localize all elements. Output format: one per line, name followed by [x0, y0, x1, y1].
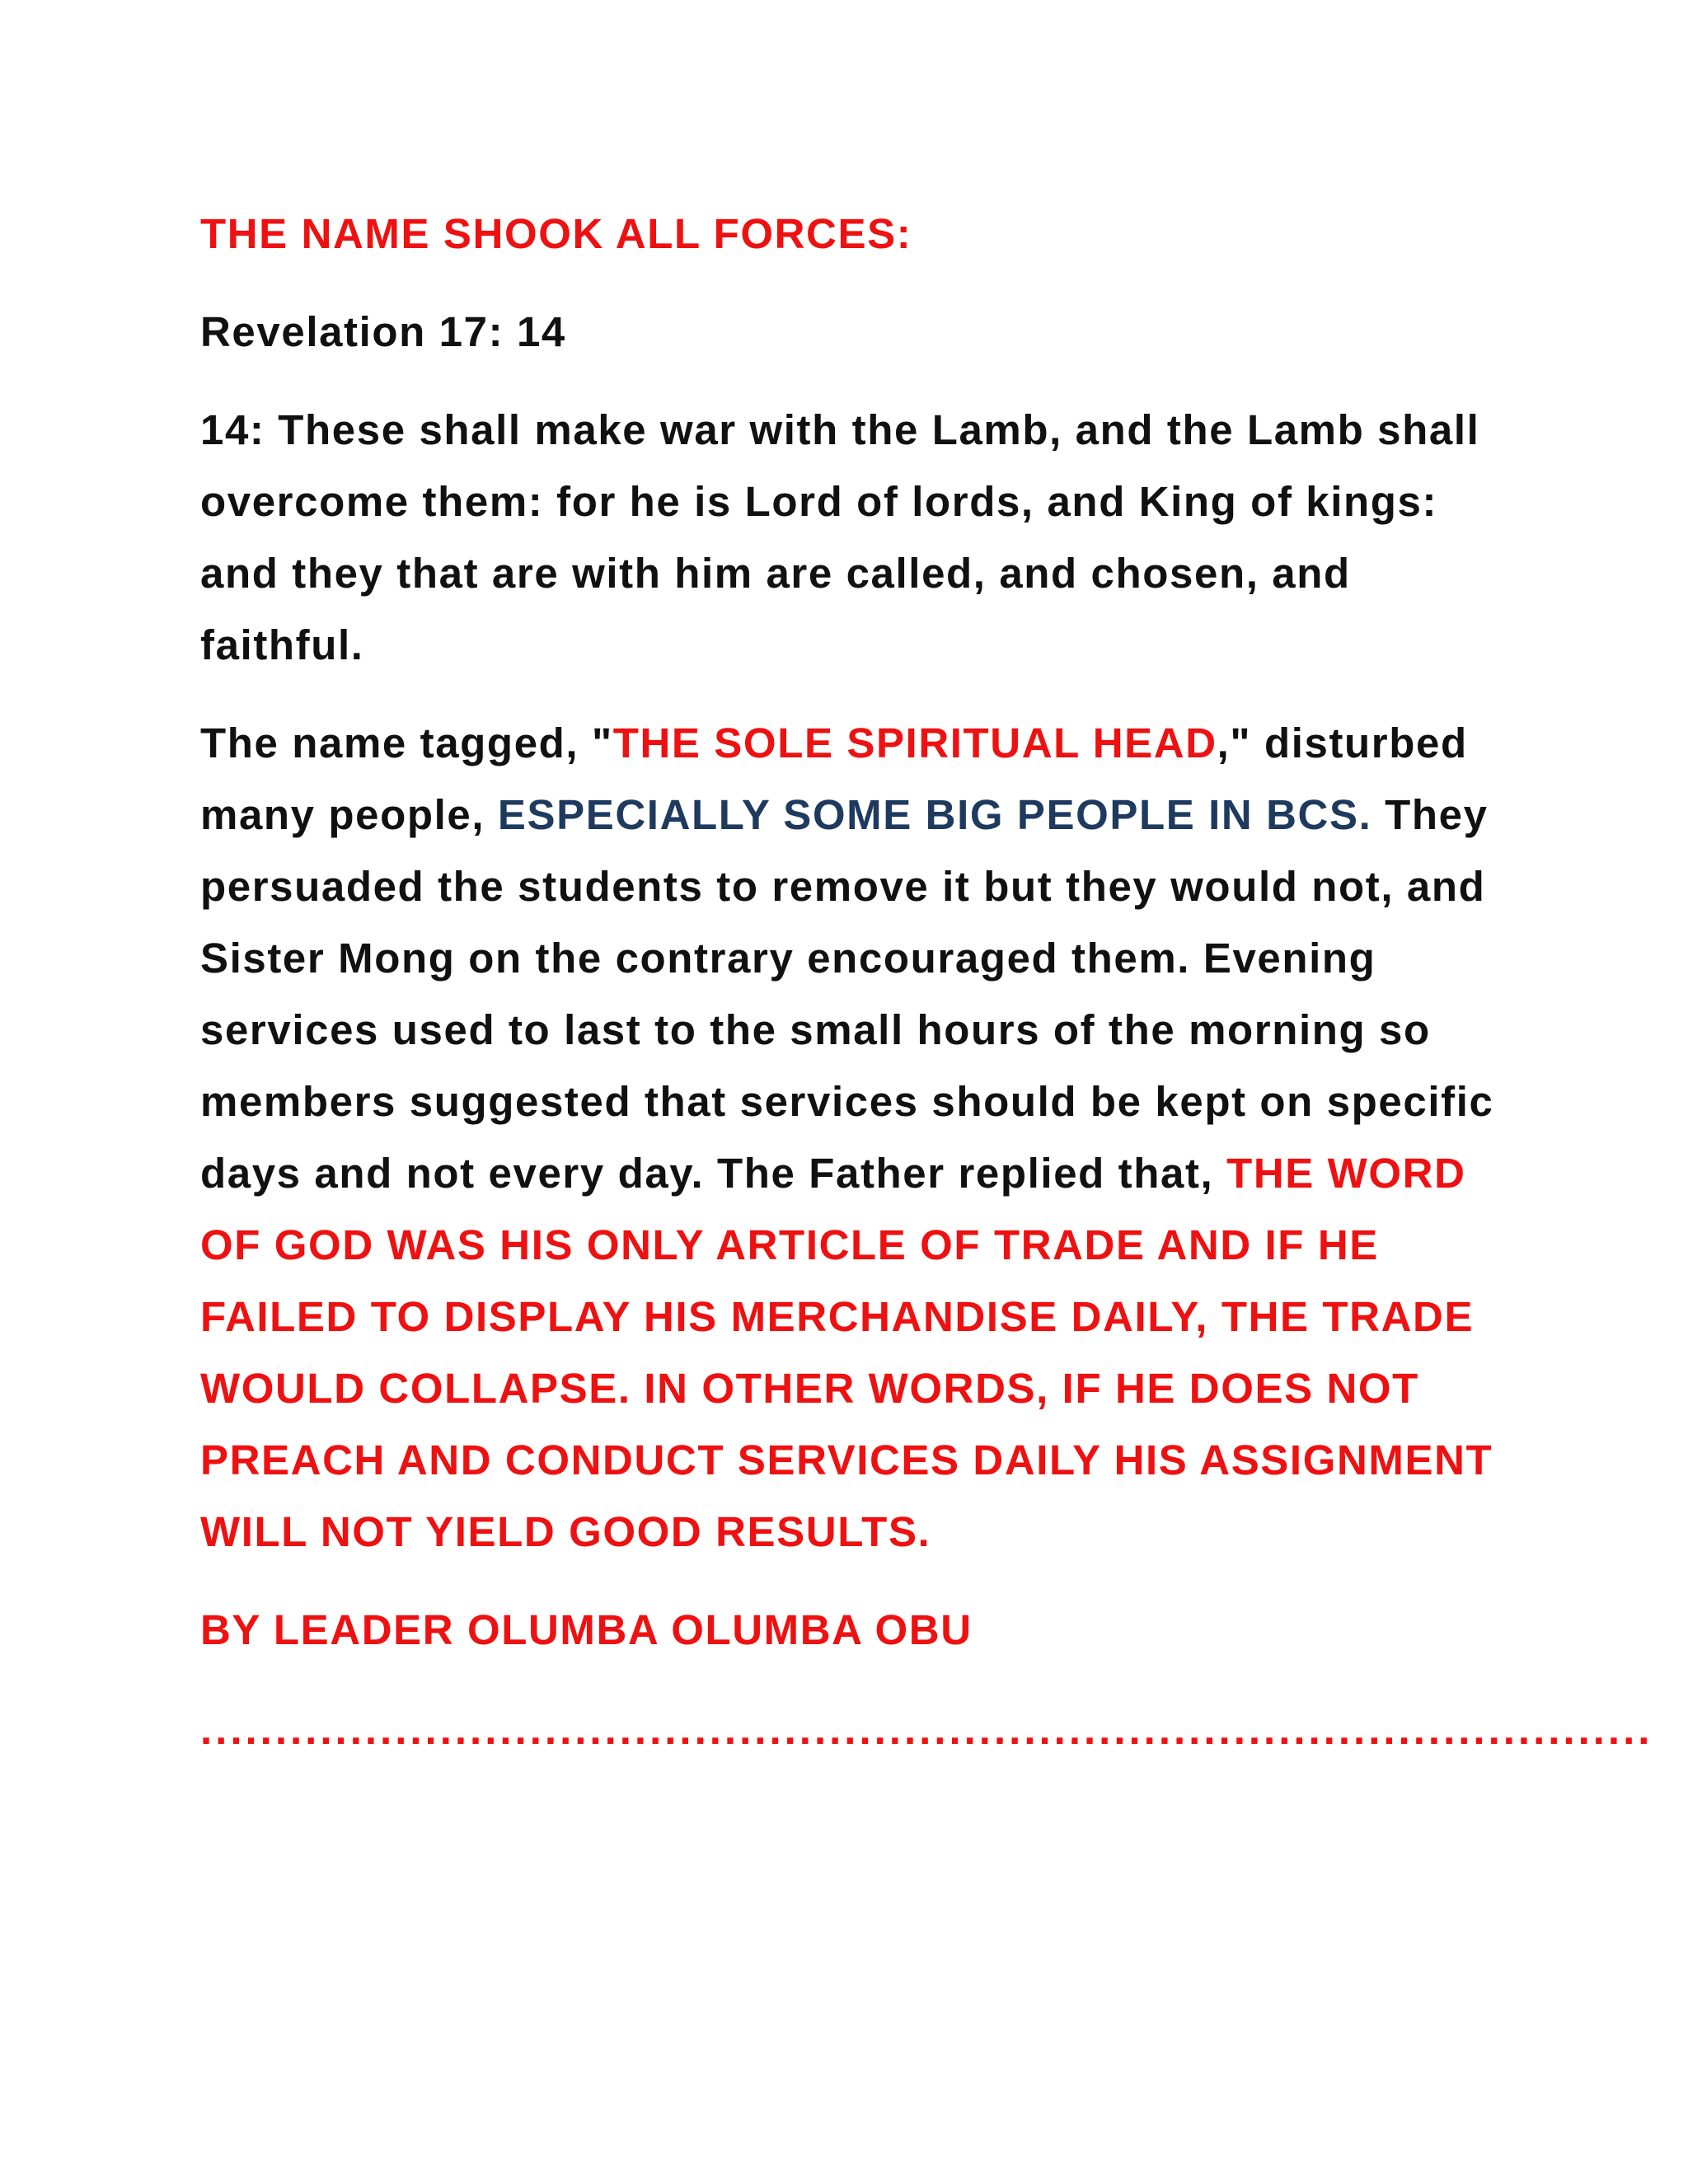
body-text-1: The name tagged, "	[200, 719, 613, 766]
highlight-word-of-god: THE WORD OF GOD WAS HIS ONLY ARTICLE OF TRADE AND IF HE FAILED TO DISPLAY HIS MERCHANDISE DAILY, THE TRADE WOULD COLLAPSE. IN OTHER WORDS, IF HE DOES NOT PREACH AND CONDUCT SERVICES DAILY HIS ASSIGNMENT WILL NOT YIELD GOOD RESULTS.	[200, 1150, 1493, 1555]
byline: BY LEADER OLUMBA OLUMBA OBU	[200, 1606, 973, 1653]
body-paragraph	[200, 707, 1503, 1568]
document-title: THE NAME SHOOK ALL FORCES:	[200, 210, 912, 257]
highlight-big-people: ESPECIALLY SOME BIG PEOPLE IN BCS.	[497, 791, 1372, 838]
scripture-verse: 14: These shall make war with the Lamb, and the Lamb shall overcome them: for he is Lord of lords, and King of kings: and they that are with him are called, and chosen, and faithful.	[200, 406, 1480, 668]
highlight-sole-spiritual-head: THE SOLE SPIRITUAL HEAD	[612, 719, 1217, 766]
document-content	[200, 198, 1653, 1765]
dotted-separator: .................................................................................................	[200, 1706, 1653, 1753]
body-text-3: They persuaded the students to remove it but they would not, and Sister Mong on the contrary encouraged them. Evening services used to last to the small hours of the morning so members suggested that services should be kept on specific days and not every day. The Father replied that,	[200, 791, 1494, 1197]
scripture-reference: Revelation 17: 14	[200, 308, 566, 355]
body-text-2: ," disturbed many people,	[200, 719, 1468, 838]
